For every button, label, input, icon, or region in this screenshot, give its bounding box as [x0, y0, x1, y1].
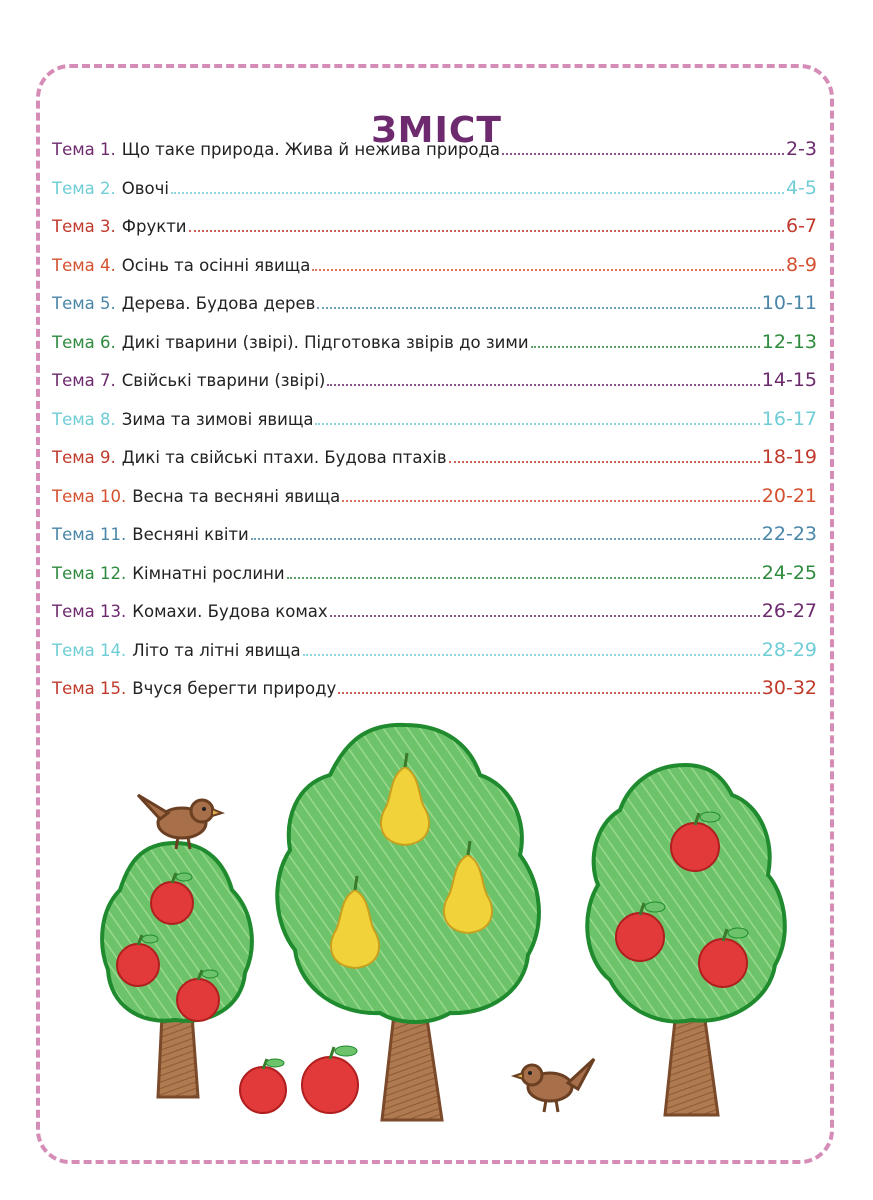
toc-dot-leader	[330, 614, 760, 617]
toc-topic-name: Комахи. Будова комах	[132, 602, 328, 621]
toc-dot-leader	[315, 422, 759, 425]
toc-page-range: 6-7	[785, 215, 817, 237]
toc-topic-label: Тема 1.	[52, 140, 116, 159]
toc-dot-leader	[317, 306, 759, 309]
toc-row[interactable]	[52, 215, 817, 254]
right-apple-tree	[587, 765, 785, 1115]
toc-row[interactable]	[52, 600, 817, 639]
toc-row[interactable]	[52, 446, 817, 485]
toc-topic-label: Тема 2.	[52, 178, 116, 198]
toc-row[interactable]	[52, 408, 817, 447]
toc-dot-leader	[502, 152, 784, 155]
toc-dot-leader	[449, 460, 760, 463]
toc-dot-leader	[171, 191, 784, 194]
toc-dot-leader	[189, 229, 784, 232]
toc-topic-name: Дикі та свійські птахи. Будова птахів	[121, 448, 447, 467]
toc-topic-name: Весняні квіти	[132, 525, 249, 544]
toc-page-range: 30-32	[761, 677, 817, 699]
toc-page-range: 8-9	[785, 253, 817, 276]
toc-row[interactable]	[52, 138, 817, 177]
toc-dot-leader	[342, 499, 760, 502]
left-apple-tree	[102, 843, 252, 1097]
toc-topic-name: Що таке природа. Жива й нежива природа	[121, 140, 501, 159]
toc-row[interactable]	[52, 254, 817, 293]
toc-topic-label: Тема 3.	[52, 217, 116, 236]
toc-topic-label: Тема 7.	[52, 371, 116, 390]
apple-icon	[302, 1046, 358, 1113]
toc-page-range: 20-21	[761, 484, 817, 507]
toc-row[interactable]	[52, 523, 817, 562]
toc-topic-label: Тема 6.	[52, 332, 116, 352]
toc-topic-name: Свійські тварини (звірі)	[121, 371, 326, 390]
toc-row[interactable]	[52, 677, 817, 716]
toc-dot-leader	[303, 653, 760, 656]
toc-topic-label: Тема 9.	[52, 448, 116, 467]
toc-row[interactable]	[52, 369, 817, 408]
toc-topic-label: Тема 13.	[52, 602, 127, 621]
bird-icon	[514, 1059, 594, 1112]
trees-illustration	[80, 715, 800, 1135]
right-tree-trunk	[665, 1020, 718, 1115]
toc-page-range: 10-11	[761, 292, 817, 314]
toc-dot-leader	[251, 537, 760, 540]
toc-page-range: 14-15	[761, 369, 817, 391]
toc-topic-label: Тема 12.	[52, 563, 127, 583]
toc-dot-leader	[327, 383, 759, 386]
toc-page-range: 12-13	[761, 330, 817, 353]
toc-topic-label: Тема 10.	[52, 486, 127, 506]
right-tree-crown	[587, 765, 785, 1022]
toc-topic-name: Дерева. Будова дерев	[121, 294, 316, 313]
left-tree-trunk	[158, 1015, 198, 1097]
toc-topic-label: Тема 5.	[52, 294, 116, 313]
toc-topic-name: Зима та зимові явища	[121, 409, 314, 429]
table-of-contents	[52, 138, 817, 716]
toc-topic-name: Дикі тварини (звірі). Підготовка звірів до зими	[121, 332, 529, 352]
toc-topic-name: Осінь та осінні явища	[121, 255, 311, 275]
toc-topic-name: Літо та літні явища	[132, 640, 301, 660]
toc-topic-name: Вчуся берегти природу	[132, 679, 337, 698]
apple-icon	[240, 1059, 286, 1113]
toc-topic-name: Кімнатні рослини	[132, 563, 285, 583]
toc-topic-label: Тема 14.	[52, 640, 127, 660]
toc-dot-leader	[531, 345, 760, 348]
toc-page-range: 24-25	[761, 561, 817, 584]
toc-topic-label: Тема 8.	[52, 409, 116, 429]
toc-row[interactable]	[52, 485, 817, 524]
toc-page-range: 16-17	[761, 407, 817, 430]
page-title: ЗМІСТ	[371, 110, 502, 152]
toc-page-range: 18-19	[761, 446, 817, 468]
toc-topic-label: Тема 11.	[52, 525, 127, 544]
bird-icon	[138, 795, 222, 849]
toc-topic-name: Фрукти	[121, 217, 187, 236]
toc-page-range: 22-23	[761, 523, 817, 545]
toc-topic-name: Весна та весняні явища	[132, 486, 341, 506]
toc-row[interactable]	[52, 177, 817, 216]
toc-row[interactable]	[52, 562, 817, 601]
toc-page-range: 26-27	[761, 600, 817, 622]
toc-row[interactable]	[52, 639, 817, 678]
toc-page-range: 28-29	[761, 638, 817, 661]
toc-topic-name: Овочі	[121, 178, 169, 198]
toc-topic-label: Тема 4.	[52, 255, 116, 275]
toc-dot-leader	[338, 691, 759, 694]
toc-page-range: 4-5	[785, 176, 817, 199]
toc-row[interactable]	[52, 292, 817, 331]
toc-page-range: 2-3	[785, 138, 817, 160]
toc-dot-leader	[312, 268, 784, 271]
toc-topic-label: Тема 15.	[52, 679, 127, 698]
toc-dot-leader	[287, 576, 760, 579]
toc-row[interactable]	[52, 331, 817, 370]
